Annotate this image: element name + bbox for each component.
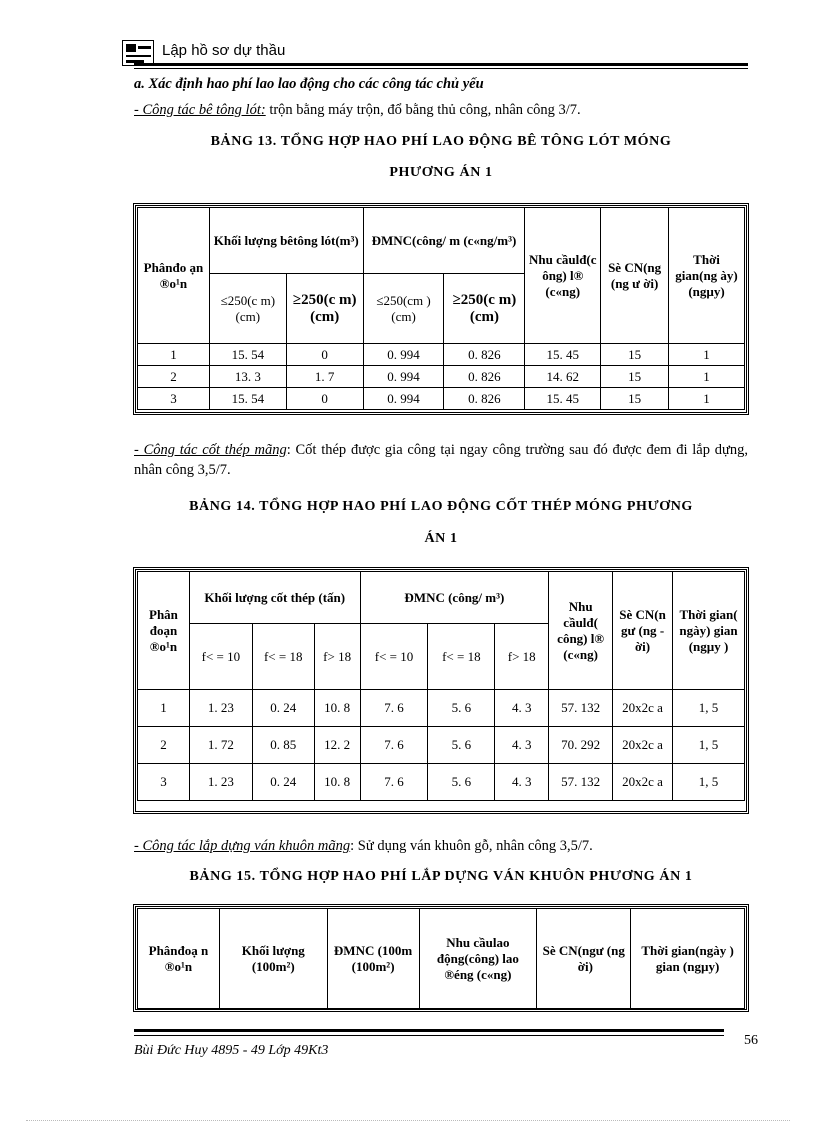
table14-caption-line2: ÁN 1 [424,531,458,546]
cell: 0 [286,388,363,410]
cell: 1. 23 [189,690,252,727]
cell: 1, 5 [673,764,745,801]
paragraph-rebar-text: : Cốt thép được gia công tại ngay công trường sau đó được đem đi lắp dựng, nhân công 3,5/7. [134,442,748,478]
cell: 15 [601,388,669,410]
cell: 1. 7 [286,366,363,388]
t15-header-nhucau: Nhu cầulao động(công) lao ®éng (c«ng) [419,909,537,1009]
paragraph-concrete-label: - Công tác bê tông lót: [134,102,266,118]
paragraph-formwork-text: : Sử dụng ván khuôn gỗ, nhân công 3,5/7. [350,838,593,854]
t14-header-nhucau: Nhu cầulđ( công) l® (c«ng) [549,572,613,690]
cell: 15. 45 [525,344,601,366]
page-number: 56 [744,1033,758,1048]
footer-rule-thick [134,1029,724,1032]
header-title: Lập hồ sơ dự thầu [162,42,286,59]
t14-sub-1: f< = 10 [189,624,252,690]
cell: 1. 23 [189,764,252,801]
cell: 0. 826 [444,366,525,388]
cell: 70. 292 [549,727,613,764]
header-rule-thin [134,68,748,69]
footer-author: Bùi Đức Huy 4895 - 49 Lớp 49Kt3 [134,1043,329,1058]
cell: 7. 6 [360,764,428,801]
cell: 15. 54 [209,388,286,410]
cell: 20x2c a [613,764,673,801]
table-row [138,388,745,410]
table-row [138,764,745,801]
t14-header-khoiluong: Khối lượng cốt thép (tấn) [189,572,360,624]
table-row [138,727,745,764]
t14-header-thoigian: Thời gian( ngày) gian (ngµy ) [673,572,745,690]
t14-sub-4: f< = 10 [360,624,428,690]
cell: 1, 5 [673,727,745,764]
cell: 15. 45 [525,388,601,410]
paragraph-formwork [134,836,748,856]
cell: 10. 8 [314,690,360,727]
header-rule-thick [134,63,748,66]
cell: 1 [138,344,210,366]
cell: 12. 2 [314,727,360,764]
t14-header-dmnc: ĐMNC (công/ m³) [360,572,549,624]
cell: 1. 72 [189,727,252,764]
t13-header-phandoan: Phânđo ạn ®o¹n [138,208,210,344]
t13-header-dmnc: ĐMNC(công/ m (c«ng/m³) [363,208,525,274]
table13-caption-line1: BẢNG 13. TỔNG HỢP HAO PHÍ LAO ĐỘNG BÊ TÔNG LÓT MÓNG [210,134,672,149]
cell: 0. 826 [444,344,525,366]
t14-sub-2: f< = 18 [252,624,314,690]
t14-sub-6: f> 18 [495,624,549,690]
page-edge-divider [26,1120,790,1121]
table-row [138,366,745,388]
t15-header-thoigian: Thời gian(ngày ) gian (ngµy) [631,909,745,1009]
t14-sub-3: f> 18 [314,624,360,690]
paragraph-rebar-label: - Công tác cốt thép mãng [134,442,287,458]
paragraph-formwork-label: - Công tác lắp dựng ván khuôn mãng [134,838,351,854]
paragraph-concrete [134,100,748,120]
cell: 1 [669,366,745,388]
t13-header-socn: Sè CN(ng (ng ư ời) [601,208,669,344]
table-row [138,344,745,366]
cell: 1 [138,690,190,727]
paragraph-concrete-text: trộn bằng máy trộn, đổ bằng thủ công, nhân công 3/7. [265,102,581,118]
t13-sub-1: ≤250(c m) (cm) [209,274,286,344]
table14-caption-line1: BẢNG 14. TỔNG HỢP HAO PHÍ LAO ĐỘNG CỐT THÉP MÓNG PHƯƠNG [189,499,693,514]
t13-sub-2: ≥250(c m) (cm) [286,274,363,344]
cell: 2 [138,366,210,388]
cell: 20x2c a [613,690,673,727]
cell: 2 [138,727,190,764]
cell: 15. 54 [209,344,286,366]
cell: 7. 6 [360,690,428,727]
cell: 15 [601,366,669,388]
t15-header-dmnc: ĐMNC (100m (100m²) [327,909,419,1009]
cell: 0. 24 [252,690,314,727]
cell: 5. 6 [428,764,495,801]
cell: 7. 6 [360,727,428,764]
cell: 0. 85 [252,727,314,764]
cell: 3 [138,388,210,410]
table15 [137,908,745,1009]
cell: 15 [601,344,669,366]
cell: 0 [286,344,363,366]
cell: 0. 994 [363,388,444,410]
t13-sub-4: ≥250(c m) (cm) [444,274,525,344]
table13 [137,207,745,410]
t13-sub-3: ≤250(cm ) (cm) [363,274,444,344]
cell: 3 [138,764,190,801]
cell: 10. 8 [314,764,360,801]
cell: 57. 132 [549,690,613,727]
cell: 4. 3 [495,690,549,727]
table14 [137,571,745,801]
t13-header-thoigian: Thời gian(ng ày) (ngµy) [669,208,745,344]
t13-header-khoiluong: Khối lượng bêtông lót(m³) [209,208,363,274]
cell: 1 [669,344,745,366]
table15-caption: BẢNG 15. TỔNG HỢP HAO PHÍ LẮP DỰNG VÁN KHUÔN PHƯƠNG ÁN 1 [189,869,693,884]
cell: 5. 6 [428,727,495,764]
cell: 57. 132 [549,764,613,801]
cell: 0. 994 [363,344,444,366]
section-heading: a. Xác định hao phí lao lao động cho các công tác chủ yếu [134,76,484,92]
cell: 1 [669,388,745,410]
paragraph-rebar [134,440,748,480]
cell: 0. 24 [252,764,314,801]
cell: 4. 3 [495,764,549,801]
cell: 1, 5 [673,690,745,727]
t15-header-socn: Sè CN(ngư (ng ời) [537,909,631,1009]
cell: 5. 6 [428,690,495,727]
footer-rule-thin [134,1035,724,1036]
t14-header-socn: Sè CN(n gư (ng ời) [613,572,673,690]
t13-header-nhucau: Nhu cầulđ(c ông) l® (c«ng) [525,208,601,344]
t14-header-phandoan: Phân đoạn ®o¹n [138,572,190,690]
t15-header-phandoan: Phânđoạ n ®o¹n [138,909,220,1009]
t14-sub-5: f< = 18 [428,624,495,690]
cell: 14. 62 [525,366,601,388]
cell: 4. 3 [495,727,549,764]
cell: 20x2c a [613,727,673,764]
table13-caption-line2: PHƯƠNG ÁN 1 [389,165,493,180]
cell: 13. 3 [209,366,286,388]
cell: 0. 994 [363,366,444,388]
table-row [138,690,745,727]
t15-header-khoiluong: Khối lượng (100m²) [219,909,327,1009]
cell: 0. 826 [444,388,525,410]
